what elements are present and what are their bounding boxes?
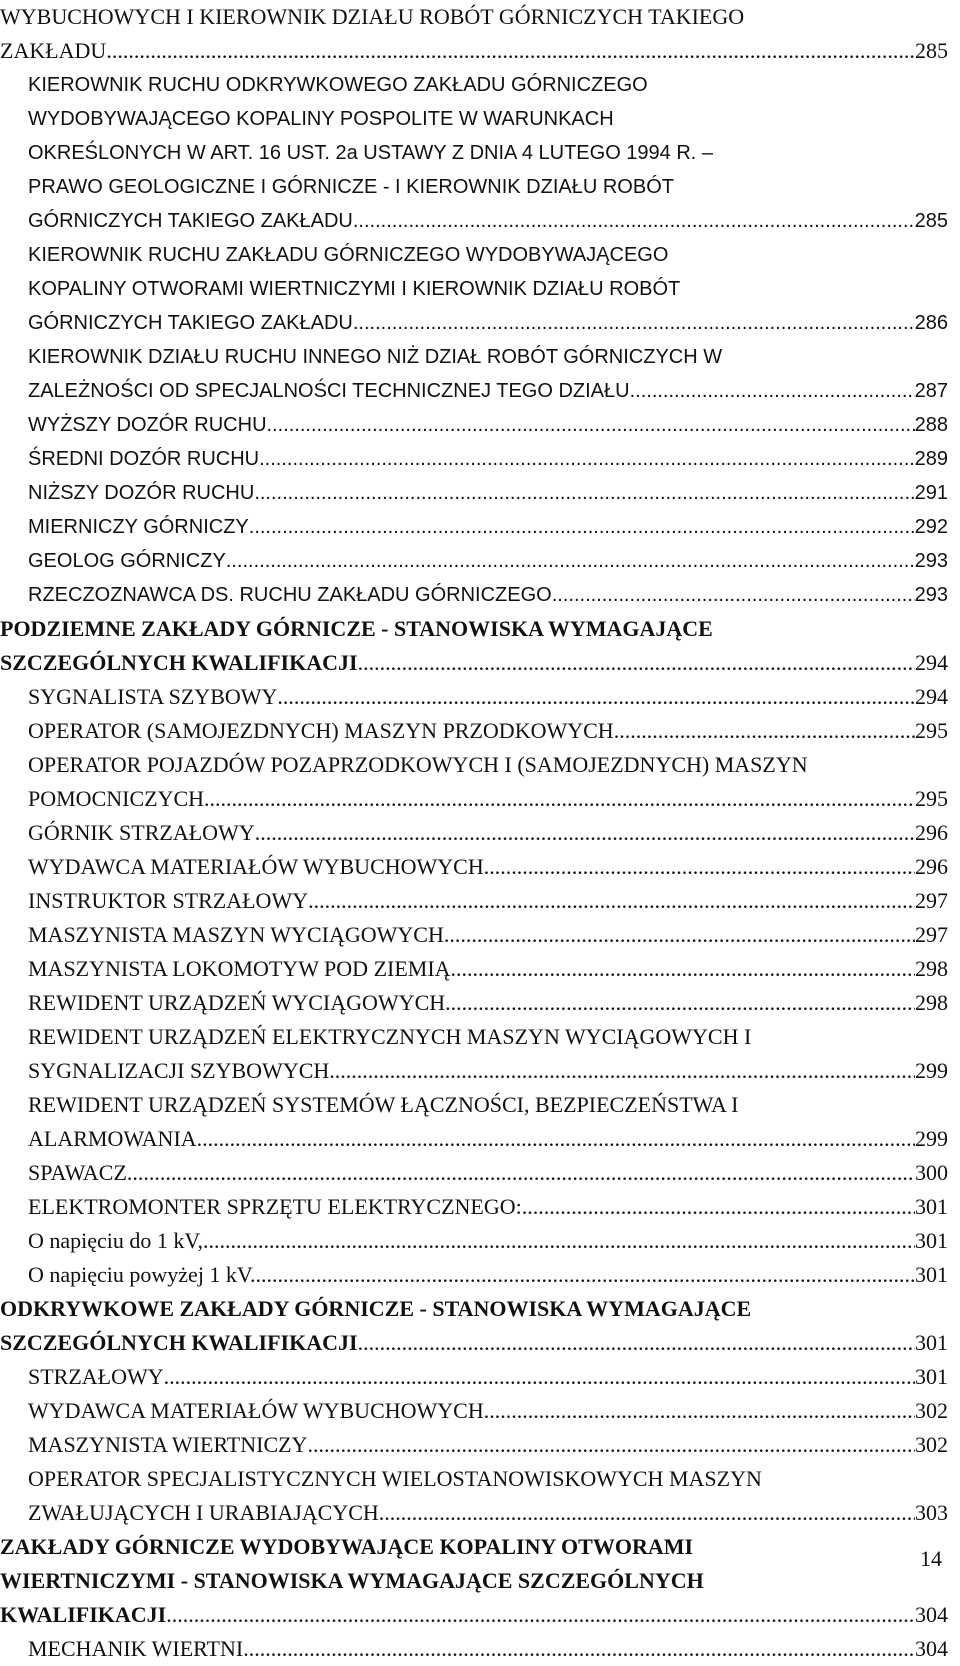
dot-leader xyxy=(444,918,915,952)
toc-entry-title: WYDAWCA MATERIAŁÓW WYBUCHOWYCH xyxy=(28,1398,484,1423)
toc-entry-title: MECHANIK WIERTNI xyxy=(28,1636,244,1661)
toc-entry[interactable] xyxy=(0,884,948,918)
dot-leader xyxy=(445,986,915,1020)
toc-entry-title: NIŻSZY DOZÓR RUCHU xyxy=(28,482,255,504)
toc-page-number: 285 xyxy=(915,38,948,63)
toc-entry-title: ŚREDNI DOZÓR RUCHU xyxy=(28,448,260,470)
toc-page-number: 301 xyxy=(915,1262,948,1287)
toc-entry[interactable] xyxy=(0,340,948,408)
toc-page-number: 298 xyxy=(915,990,948,1015)
toc-entry-title: GÓRNICZYCH TAKIEGO ZAKŁADU xyxy=(28,312,353,334)
toc-entry[interactable] xyxy=(0,1258,948,1292)
dot-leader xyxy=(127,1156,915,1190)
toc-entry-title: KIEROWNIK RUCHU ZAKŁADU GÓRNICZEGO WYDOBYWAJĄCEGO xyxy=(28,244,669,266)
toc-page-number: 296 xyxy=(915,854,948,879)
toc-entry[interactable] xyxy=(0,1088,948,1156)
dot-leader xyxy=(522,1190,915,1224)
toc-entry[interactable] xyxy=(0,680,948,714)
toc-entry-title: O napięciu do 1 kV, xyxy=(28,1228,203,1253)
toc-page-number: 297 xyxy=(915,922,948,947)
toc-entry-title: WYDOBYWAJĄCEGO KOPALINY POSPOLITE W WARUNKACH xyxy=(28,108,614,130)
dot-leader xyxy=(630,374,915,408)
toc-entry[interactable] xyxy=(0,748,948,816)
toc-entry-title: KOPALINY OTWORAMI WIERTNICZYMI I KIEROWNIK DZIAŁU ROBÓT xyxy=(28,278,681,300)
toc-entry[interactable] xyxy=(0,1394,948,1428)
dot-leader xyxy=(106,34,915,68)
toc-entry-title: SYGNALIZACJI SZYBOWYCH xyxy=(28,1058,330,1083)
toc-page-number: 301 xyxy=(915,1330,948,1355)
toc-entry-title: ALARMOWANIA xyxy=(28,1126,197,1151)
toc-entry-title: OPERATOR (SAMOJEZDNYCH) MASZYN PRZODKOWYCH xyxy=(28,718,614,743)
dot-leader xyxy=(166,1598,915,1632)
toc-page-number: 291 xyxy=(914,482,948,504)
toc-entry-title: STRZAŁOWY xyxy=(28,1364,164,1389)
toc-page-number: 298 xyxy=(915,956,948,981)
toc-page-number: 301 xyxy=(915,1364,948,1389)
page-number: 14 xyxy=(920,1546,942,1571)
toc-entry-title: WYBUCHOWYCH I KIEROWNIK DZIAŁU ROBÓT GÓRNICZYCH TAKIEGO xyxy=(0,4,745,29)
dot-leader xyxy=(267,408,915,442)
toc-entry-title: POMOCNICZYCH xyxy=(28,786,205,811)
toc-page-number: 301 xyxy=(915,1228,948,1253)
toc-page-number: 289 xyxy=(914,448,948,470)
dot-leader xyxy=(254,476,914,510)
toc-entry-title: KIEROWNIK RUCHU ODKRYWKOWEGO ZAKŁADU GÓRNICZEGO xyxy=(28,74,648,96)
toc-page-number: 287 xyxy=(914,380,948,402)
toc-entry[interactable] xyxy=(0,1632,948,1666)
toc-page-number: 304 xyxy=(915,1636,948,1661)
dot-leader xyxy=(204,782,915,816)
dot-leader xyxy=(358,646,915,680)
toc-entry[interactable] xyxy=(0,238,948,340)
toc-section-heading[interactable] xyxy=(0,1292,948,1360)
toc-page-number: 304 xyxy=(915,1602,948,1627)
toc-entry[interactable] xyxy=(0,918,948,952)
toc-page-number: 288 xyxy=(914,414,948,436)
dot-leader xyxy=(307,1428,915,1462)
toc-page-number: 302 xyxy=(915,1432,948,1457)
dot-leader xyxy=(379,1496,915,1530)
toc-entry-title: SPAWACZ xyxy=(28,1160,127,1185)
dot-leader xyxy=(277,680,915,714)
toc-page-number: 294 xyxy=(915,650,948,675)
dot-leader xyxy=(203,1224,915,1258)
toc-page-number: 292 xyxy=(914,516,948,538)
toc-entry-title: KIEROWNIK DZIAŁU RUCHU INNEGO NIŻ DZIAŁ ROBÓT GÓRNICZYCH W xyxy=(28,346,723,368)
toc-entry-title: WIERTNICZYMI - STANOWISKA WYMAGAJĄCE SZCZEGÓLNYCH xyxy=(0,1568,704,1593)
toc-page-number: 285 xyxy=(914,210,948,232)
toc-entry[interactable] xyxy=(0,816,948,850)
toc-entry-title: OPERATOR POJAZDÓW POZAPRZODKOWYCH I (SAMOJEZDNYCH) MASZYN xyxy=(28,752,808,777)
toc-entry[interactable] xyxy=(0,1428,948,1462)
toc-entry[interactable] xyxy=(0,476,948,510)
toc-entry[interactable] xyxy=(0,1360,948,1394)
toc-page-number: 300 xyxy=(915,1160,948,1185)
dot-leader xyxy=(353,306,915,340)
toc-entry-title: WYDAWCA MATERIAŁÓW WYBUCHOWYCH xyxy=(28,854,484,879)
toc-entry[interactable] xyxy=(0,442,948,476)
toc-entry[interactable] xyxy=(0,1224,948,1258)
toc-entry[interactable] xyxy=(0,986,948,1020)
toc-entry-title: SYGNALISTA SZYBOWY xyxy=(28,684,278,709)
toc-entry-title: GÓRNICZYCH TAKIEGO ZAKŁADU xyxy=(28,210,353,232)
toc-entry-title: ZAKŁADU xyxy=(0,38,107,63)
toc-entry[interactable] xyxy=(0,714,948,748)
toc-entry-title: OPERATOR SPECJALISTYCZNYCH WIELOSTANOWISKOWYCH MASZYN xyxy=(28,1466,762,1491)
toc-entry-title: MIERNICZY GÓRNICZY xyxy=(28,516,249,538)
toc-page-number: 301 xyxy=(915,1194,948,1219)
toc-page-number: 302 xyxy=(915,1398,948,1423)
dot-leader xyxy=(197,1122,915,1156)
toc-entry[interactable] xyxy=(0,952,948,986)
dot-leader xyxy=(256,1258,916,1292)
toc-entry-title: REWIDENT URZĄDZEŃ ELEKTRYCZNYCH MASZYN WYCIĄGOWYCH I xyxy=(28,1024,752,1049)
toc-entry[interactable] xyxy=(0,1462,948,1530)
toc-page-number: 299 xyxy=(915,1126,948,1151)
toc-entry[interactable] xyxy=(0,1020,948,1088)
dot-leader xyxy=(308,884,915,918)
dot-leader xyxy=(484,850,915,884)
toc-entry-title: GEOLOG GÓRNICZY xyxy=(28,550,226,572)
toc-entry-title: MASZYNISTA MASZYN WYCIĄGOWYCH xyxy=(28,922,444,947)
toc-entry[interactable] xyxy=(0,0,948,68)
dot-leader xyxy=(614,714,915,748)
dot-leader xyxy=(552,578,915,612)
toc-section-heading[interactable] xyxy=(0,612,948,680)
toc-page-number: 286 xyxy=(914,312,948,334)
toc-entry-title: REWIDENT URZĄDZEŃ SYSTEMÓW ŁĄCZNOŚCI, BEZPIECZEŃSTWA I xyxy=(28,1092,739,1117)
toc-page-number: 303 xyxy=(915,1500,948,1525)
toc-section-heading[interactable] xyxy=(0,1530,948,1632)
toc-entry-title: ZWAŁUJĄCYCH I URABIAJĄCYCH xyxy=(28,1500,379,1525)
toc-entry-title: SZCZEGÓLNYCH KWALIFIKACJI xyxy=(0,1330,358,1355)
toc-entry[interactable] xyxy=(0,850,948,884)
dot-leader xyxy=(358,1326,915,1360)
toc-entry[interactable] xyxy=(0,544,948,578)
toc-entry-title: PRAWO GEOLOGICZNE I GÓRNICZE - I KIEROWNIK DZIAŁU ROBÓT xyxy=(28,176,674,198)
toc-entry-title: RZECZOZNAWCA DS. RUCHU ZAKŁADU GÓRNICZEGO xyxy=(28,584,552,606)
toc-page-number: 295 xyxy=(915,718,948,743)
toc-entry-title: GÓRNIK STRZAŁOWY xyxy=(28,820,255,845)
dot-leader xyxy=(259,442,915,476)
toc-entry-title: ZALEŻNOŚCI OD SPECJALNOŚCI TECHNICZNEJ TEGO DZIAŁU xyxy=(28,380,630,402)
toc-entry[interactable] xyxy=(0,1156,948,1190)
dot-leader xyxy=(255,816,915,850)
toc-page-number: 293 xyxy=(914,584,948,606)
toc-entry-title: O napięciu powyżej 1 kV. xyxy=(28,1262,256,1287)
toc-entry-title: MASZYNISTA WIERTNICZY xyxy=(28,1432,308,1457)
toc-entry-title: INSTRUKTOR STRZAŁOWY xyxy=(28,888,309,913)
dot-leader xyxy=(249,510,915,544)
toc-entry-title: WYŻSZY DOZÓR RUCHU xyxy=(28,414,267,436)
toc-page-number: 294 xyxy=(915,684,948,709)
dot-leader xyxy=(451,952,915,986)
toc-entry-title: ELEKTROMONTER SPRZĘTU ELEKTRYCZNEGO: xyxy=(28,1194,522,1219)
toc-page-number: 295 xyxy=(915,786,948,811)
toc-entry[interactable] xyxy=(0,578,948,612)
toc-entry-title: PODZIEMNE ZAKŁADY GÓRNICZE - STANOWISKA WYMAGAJĄCE xyxy=(0,616,713,641)
toc-entry[interactable] xyxy=(0,510,948,544)
dot-leader xyxy=(226,544,915,578)
toc-entry-title: REWIDENT URZĄDZEŃ WYCIĄGOWYCH xyxy=(28,990,446,1015)
toc-entry[interactable] xyxy=(0,408,948,442)
toc-page-number: 296 xyxy=(915,820,948,845)
toc-entry-title: KWALIFIKACJI xyxy=(0,1602,167,1627)
dot-leader xyxy=(353,204,915,238)
toc-entry-title: ODKRYWKOWE ZAKŁADY GÓRNICZE - STANOWISKA WYMAGAJĄCE xyxy=(0,1296,752,1321)
toc-page-number: 299 xyxy=(915,1058,948,1083)
dot-leader xyxy=(484,1394,915,1428)
toc-entry-title: OKREŚLONYCH W ART. 16 UST. 2a USTAWY Z DNIA 4 LUTEGO 1994 R. – xyxy=(28,142,714,164)
dot-leader xyxy=(329,1054,915,1088)
toc-page-number: 297 xyxy=(915,888,948,913)
toc-entry[interactable] xyxy=(0,68,948,238)
dot-leader xyxy=(164,1360,915,1394)
toc-entry-title: ZAKŁADY GÓRNICZE WYDOBYWAJĄCE KOPALINY OTWORAMI xyxy=(0,1534,694,1559)
dot-leader xyxy=(243,1632,915,1666)
toc-entry-title: SZCZEGÓLNYCH KWALIFIKACJI xyxy=(0,650,358,675)
toc-entry[interactable] xyxy=(0,1190,948,1224)
toc-page-number: 293 xyxy=(914,550,948,572)
toc-entry-title: MASZYNISTA LOKOMOTYW POD ZIEMIĄ xyxy=(28,956,451,981)
